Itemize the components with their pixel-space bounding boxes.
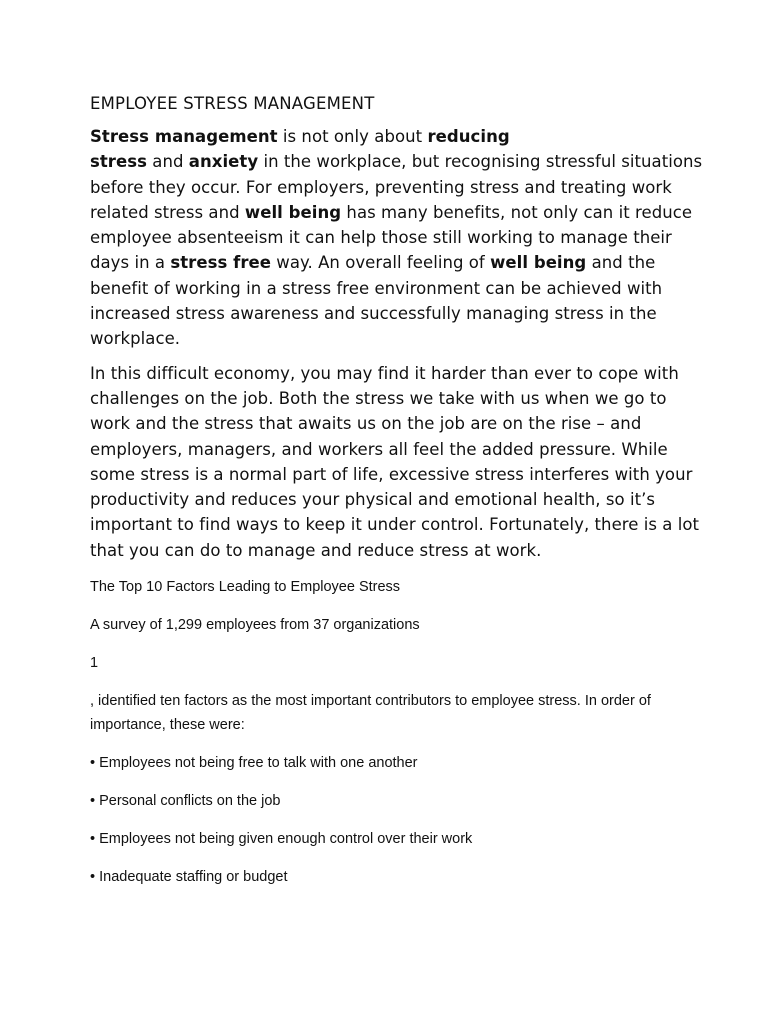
list-item: • Inadequate staffing or budget bbox=[90, 869, 288, 886]
bold-term: reducing bbox=[427, 127, 510, 146]
bold-term: well being bbox=[244, 202, 342, 222]
bold-term: anxiety bbox=[188, 152, 259, 172]
paragraph-text: and bbox=[146, 152, 189, 172]
survey-continuation: , identified ten factors as the most important contributors to employee stress. In order of importance, these were: bbox=[90, 693, 651, 734]
bold-term: stress free bbox=[170, 253, 272, 273]
intro-paragraph bbox=[90, 124, 710, 352]
section-heading: The Top 10 Factors Leading to Employee Stress bbox=[90, 579, 401, 596]
list-item: • Personal conflicts on the job bbox=[90, 793, 281, 810]
paragraph-text: in the workplace, but recognising stressful situations before they occur. For employers, preventing stress and treating work related stress and bbox=[90, 152, 703, 222]
paragraph-text: has many benefits, not only can it reduce employee absenteeism it can help those still working to manage their days in a bbox=[90, 202, 693, 273]
paragraph-text: and the benefit of working in a stress free environment can be achieved with increased stress awareness and successfully managing stress in the workplace. bbox=[90, 253, 663, 349]
factor-list bbox=[90, 751, 710, 889]
document-title: EMPLOYEE STRESS MANAGEMENT bbox=[90, 94, 375, 113]
bold-term: Stress management bbox=[90, 127, 278, 146]
survey-line: A survey of 1,299 employees from 37 organizations bbox=[90, 617, 420, 634]
economy-paragraph: In this difficult economy, you may find it harder than ever to cope with challenges on the job. Both the stress we take with us when we go to work and the stress that awaits us on the job are on the rise – and employers, managers, and workers all feel the added pressure. While some stress is a normal part of life, excessive stress interferes with your productivity and reduces your physical and emotional health, so it’s important to find ways to keep it under control. Fortunately, there is a lot that you can do to manage and reduce stress at work. bbox=[90, 363, 700, 560]
footnote-number: 1 bbox=[90, 655, 99, 672]
paragraph-text: is not only about bbox=[277, 127, 428, 146]
document-body bbox=[90, 92, 710, 903]
bold-term: well being bbox=[490, 253, 587, 273]
bold-term: stress bbox=[90, 152, 147, 172]
list-item: • Employees not being given enough control over their work bbox=[90, 831, 473, 848]
paragraph-text: way. An overall feeling of bbox=[271, 253, 491, 273]
list-item: • Employees not being free to talk with one another bbox=[90, 755, 418, 772]
